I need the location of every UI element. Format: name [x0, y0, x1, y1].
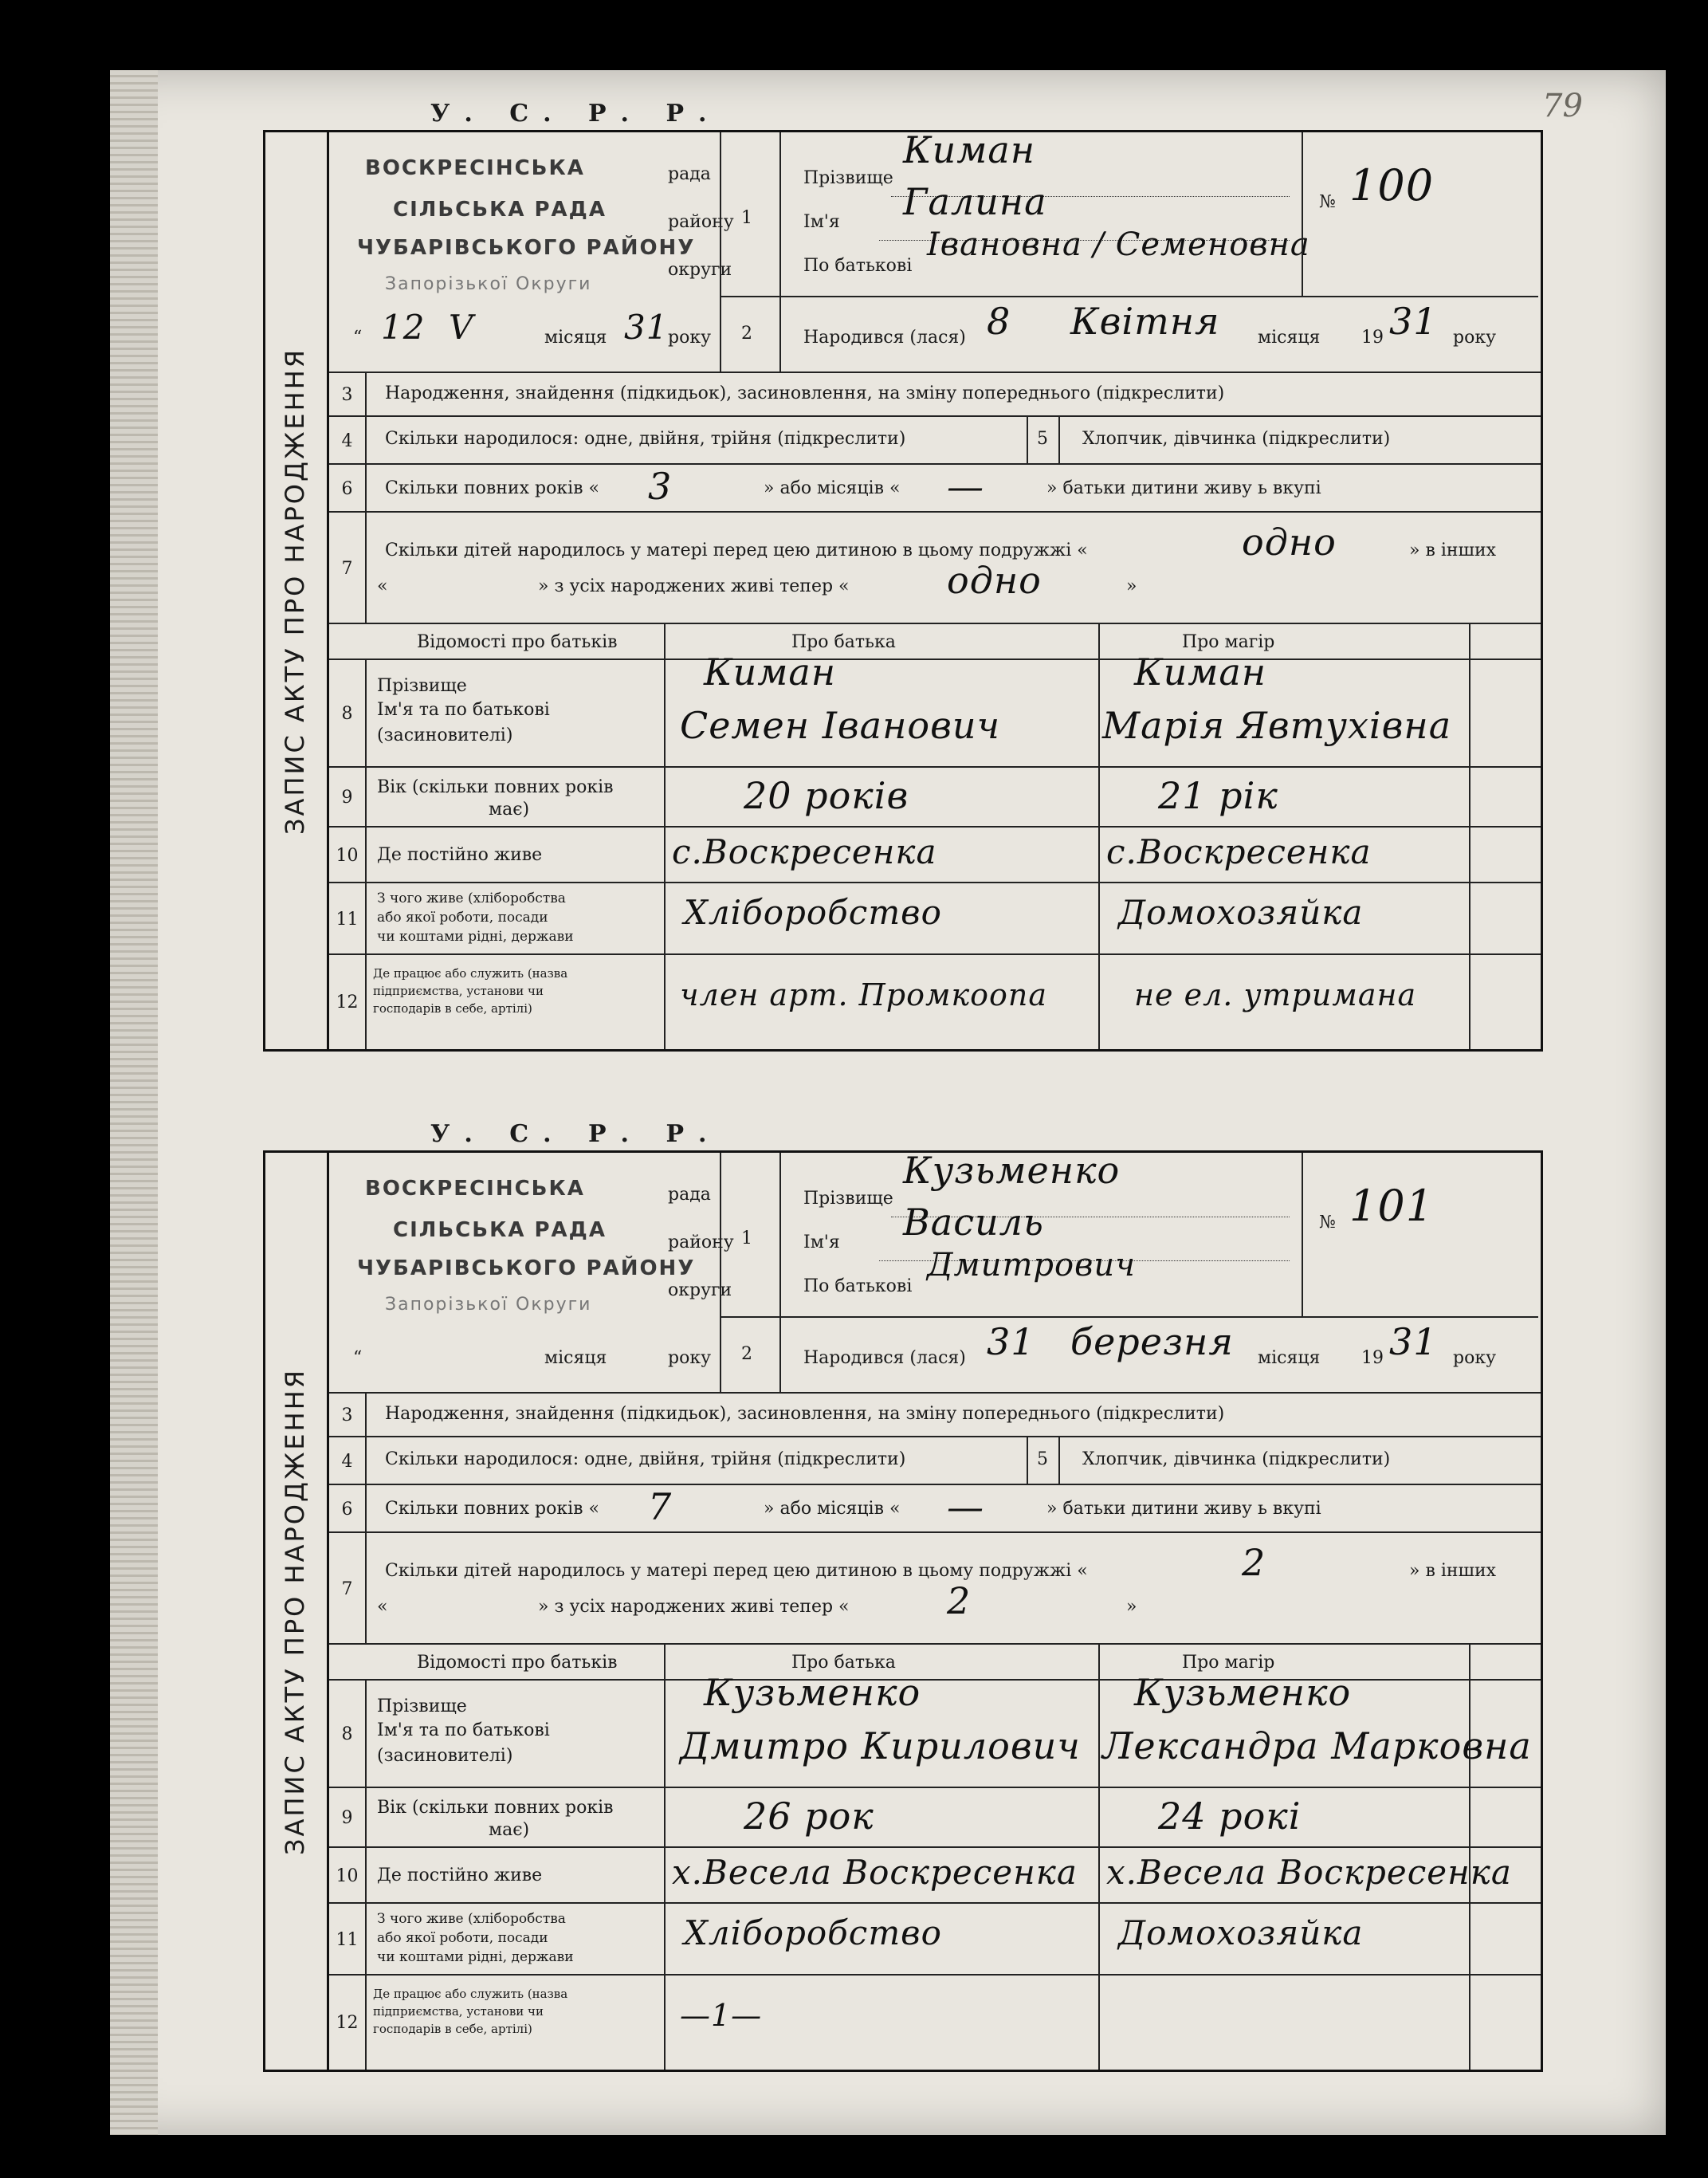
- label-misiatsia: місяця: [544, 1348, 607, 1368]
- row7-line1-end: » в інших: [1409, 1561, 1497, 1581]
- stamp-line-4: Запорізької Округи: [385, 1295, 592, 1315]
- row8-num: 8: [329, 660, 367, 768]
- row7-line2a: «: [377, 1597, 388, 1617]
- mother-residence: с.Воскресенка: [1106, 832, 1372, 871]
- father-occupation: Хліборобство: [684, 1913, 942, 1952]
- birth-month: Квітня: [1070, 300, 1220, 343]
- row-12: [329, 1974, 1541, 2070]
- row7-num: 7: [329, 1533, 367, 1645]
- record-number: 101: [1349, 1181, 1435, 1231]
- row-num: 2: [741, 324, 752, 344]
- mother-residence: х.Весела Воскресенка: [1106, 1853, 1512, 1892]
- parents-header-col0: Відомості про батьків: [417, 632, 618, 652]
- table-rule: [720, 1153, 721, 1392]
- child-name: Галина: [903, 180, 1047, 223]
- table-rule: [1058, 1437, 1060, 1485]
- row-10: [329, 826, 1541, 883]
- row6-num: 6: [329, 465, 367, 513]
- row-9: [329, 766, 1541, 828]
- row7-line2b: » з усіх народжених живі тепер «: [538, 576, 850, 596]
- born-label: Народився (лася): [803, 328, 966, 348]
- row6-text-b: » або місяців «: [764, 1499, 901, 1519]
- children-alive: одно: [947, 559, 1042, 602]
- row-8: [329, 651, 1541, 768]
- row-9: [329, 1787, 1541, 1848]
- row11-label2: або якої роботи, посади: [377, 910, 548, 926]
- row6-text-a: Скільки повних років «: [385, 478, 599, 498]
- row6-text-c: » батьки дитини живу ь вкупі: [1046, 478, 1321, 498]
- name-label: Ім'я: [803, 1232, 840, 1252]
- row4-num: 4: [329, 417, 367, 465]
- row8-label1: Прізвище: [377, 676, 467, 696]
- row7-line1-end: » в інших: [1409, 541, 1497, 560]
- row9-label2: має): [489, 800, 530, 820]
- father-surname: Киман: [704, 651, 837, 694]
- row3-num: 3: [329, 373, 367, 417]
- label-roku: року: [668, 1348, 712, 1368]
- birth-year: 31: [1389, 1320, 1438, 1363]
- father-workplace: член арт. Промкоопа: [680, 977, 1048, 1012]
- mother-surname: Кузьменко: [1134, 1671, 1352, 1714]
- row8-num: 8: [329, 1681, 367, 1788]
- row4-text: Скільки народилося: одне, двійня, трійня (підкреслити): [385, 1449, 906, 1469]
- patronymic-label: По батькові: [803, 256, 913, 276]
- label-raion: району: [668, 212, 734, 232]
- row-7: [329, 1531, 1541, 1645]
- row4-text5: Хлопчик, дівчинка (підкреслити): [1082, 429, 1391, 449]
- mother-occupation: Домохозяйка: [1118, 1913, 1364, 1952]
- name-label: Ім'я: [803, 212, 840, 232]
- table-rule: [720, 1316, 1538, 1318]
- father-age: 26 рок: [744, 1795, 874, 1838]
- row12-label1: Де працює або служить (назва: [373, 966, 568, 981]
- table-rule: [779, 132, 781, 372]
- row-8: [329, 1671, 1541, 1788]
- row7-line2a: «: [377, 576, 388, 596]
- row8-label1: Прізвище: [377, 1696, 467, 1716]
- surname-label: Прізвище: [803, 1189, 893, 1209]
- row12-num: 12: [329, 955, 367, 1049]
- parents-header-col1: Про батька: [791, 632, 896, 652]
- row-11: [329, 1902, 1541, 1976]
- child-surname: Кузьменко: [903, 1149, 1121, 1192]
- row11-num: 11: [329, 883, 367, 955]
- child-surname: Киман: [903, 128, 1036, 171]
- row11-label3: чи коштами рідні, держави: [377, 929, 574, 945]
- row6-text-a: Скільки повних років «: [385, 1499, 599, 1519]
- birth-day: 31: [987, 1320, 1035, 1363]
- row12-label3: господарів в себе, артілі): [373, 2022, 532, 2036]
- row6-num: 6: [329, 1485, 367, 1533]
- row11-label1: З чого живе (хліборобства: [377, 1911, 566, 1927]
- row12-label1: Де працює або служить (назва: [373, 1987, 568, 2001]
- row3-num: 3: [329, 1394, 367, 1437]
- side-title: [263, 132, 329, 1049]
- quote-mark: “: [353, 328, 363, 348]
- page-binding: [110, 70, 158, 2135]
- label-rada: рада: [668, 164, 711, 184]
- months-together: —: [947, 465, 984, 508]
- label-roku: року: [668, 328, 712, 348]
- row-num: 1: [741, 1229, 752, 1248]
- children-alive: 2: [947, 1579, 972, 1622]
- years-together: 3: [648, 465, 673, 508]
- row11-label1: З чого живе (хліборобства: [377, 890, 566, 906]
- side-title: ЗАПИС АКТУ ПРО НАРОДЖЕННЯ: [280, 347, 310, 835]
- mother-workplace: не ел. утримана: [1134, 977, 1417, 1012]
- label-okrugy: округи: [668, 260, 732, 280]
- side-title: ЗАПИС АКТУ ПРО НАРОДЖЕННЯ: [280, 1367, 310, 1855]
- child-name: Василь: [903, 1201, 1044, 1244]
- table-rule: [1302, 1153, 1303, 1316]
- table-rule: [720, 296, 1538, 297]
- ussr-heading: У. С. Р. Р.: [430, 100, 721, 128]
- stamp-line-3: ЧУБАРІВСЬКОГО РАЙОНУ: [357, 236, 696, 260]
- row11-label3: чи коштами рідні, держави: [377, 1949, 574, 1965]
- table-rule: [779, 1153, 781, 1392]
- table-rule: [1058, 417, 1060, 465]
- row-num: 1: [741, 208, 752, 228]
- mother-name: Лександра Марковна: [1102, 1724, 1532, 1767]
- birth-month: березня: [1070, 1320, 1234, 1363]
- patronymic-label: По батькові: [803, 1276, 913, 1296]
- table-rule: [720, 132, 721, 372]
- record-frame: [263, 1150, 1543, 2072]
- stamp-line-2: СІЛЬСЬКА РАДА: [393, 198, 607, 222]
- row7-line1: Скільки дітей народилось у матері перед цею дитиною в цьому подружжі «: [385, 1561, 1088, 1581]
- row8-label3: (засиновителі): [377, 725, 513, 745]
- children-in-marriage: 2: [1242, 1541, 1266, 1584]
- row8-label2: Ім'я та по батькові: [377, 1720, 550, 1740]
- parents-header-col0: Відомості про батьків: [417, 1653, 618, 1673]
- row12-label3: господарів в себе, артілі): [373, 1001, 532, 1016]
- row7-line1: Скільки дітей народилось у матері перед цею дитиною в цьому подружжі «: [385, 541, 1088, 560]
- year-prefix: 19: [1361, 1348, 1384, 1368]
- parents-header: [329, 623, 1541, 660]
- table-rule: [1027, 1437, 1028, 1485]
- child-patronymic: Івановна / Семеновна: [927, 226, 1310, 263]
- stamp-line-3: ЧУБАРІВСЬКОГО РАЙОНУ: [357, 1256, 696, 1280]
- record-frame: [263, 130, 1543, 1052]
- mother-surname: Киман: [1134, 651, 1267, 694]
- birth-record-101: [263, 1120, 1538, 2077]
- row-4: [329, 1436, 1541, 1485]
- stamp-line-2: СІЛЬСЬКА РАДА: [393, 1218, 607, 1242]
- father-age: 20 років: [744, 774, 909, 817]
- row3-text: Народження, знайдення (підкидьок), засиновлення, на зміну попереднього (підкреслити): [385, 383, 1225, 403]
- row4-text5: Хлопчик, дівчинка (підкреслити): [1082, 1449, 1391, 1469]
- reg-year: 31: [624, 308, 669, 347]
- children-in-marriage: одно: [1242, 521, 1337, 564]
- table-rule: [1027, 417, 1028, 465]
- year-label: року: [1453, 1348, 1497, 1368]
- row-3: [329, 1392, 1541, 1437]
- quote-mark: “: [353, 1348, 363, 1368]
- row11-label2: або якої роботи, посади: [377, 1930, 548, 1946]
- mother-age: 24 рокі: [1158, 1795, 1302, 1838]
- row-7: [329, 511, 1541, 624]
- row-num: 2: [741, 1344, 752, 1364]
- born-label: Народився (лася): [803, 1348, 966, 1368]
- row-4: [329, 415, 1541, 465]
- record-number: 100: [1349, 160, 1435, 210]
- row12-num: 12: [329, 1976, 367, 2070]
- row4-num5: 5: [1037, 1449, 1048, 1469]
- mother-age: 21 рік: [1158, 774, 1278, 817]
- row10-num: 10: [329, 828, 367, 883]
- row4-num5: 5: [1037, 429, 1048, 449]
- row11-num: 11: [329, 1904, 367, 1976]
- row12-label2: підприємства, установи чи: [373, 984, 544, 998]
- stamp-line-1: ВОСКРЕСІНСЬКА: [365, 1177, 585, 1201]
- row4-num: 4: [329, 1437, 367, 1485]
- year-label: року: [1453, 328, 1497, 348]
- years-together: 7: [648, 1485, 673, 1528]
- side-title: [263, 1153, 329, 2070]
- row7-line2-end: »: [1126, 576, 1137, 596]
- row-3: [329, 372, 1541, 417]
- father-name: Семен Іванович: [680, 704, 1001, 747]
- label-okrugy: округи: [668, 1280, 732, 1300]
- month-label: місяця: [1258, 328, 1321, 348]
- reg-day: 12: [381, 308, 426, 347]
- father-workplace: —1—: [680, 1998, 763, 2033]
- stamp-line-1: ВОСКРЕСІНСЬКА: [365, 156, 585, 180]
- row3-text: Народження, знайдення (підкидьок), засиновлення, на зміну попереднього (підкреслити): [385, 1404, 1225, 1424]
- row-12: [329, 953, 1541, 1049]
- mother-occupation: Домохозяйка: [1118, 893, 1364, 932]
- father-residence: х.Весела Воскресенка: [672, 1853, 1078, 1892]
- label-rada: рада: [668, 1185, 711, 1205]
- year-prefix: 19: [1361, 328, 1384, 348]
- father-name: Дмитро Кирилович: [680, 1724, 1081, 1767]
- record-number-label: №: [1319, 1213, 1336, 1232]
- row-6: [329, 463, 1541, 513]
- row9-label1: Вік (скільки повних років: [377, 777, 614, 797]
- birth-year: 31: [1389, 300, 1438, 343]
- parents-header-col1: Про батька: [791, 1653, 896, 1673]
- page-number: 79: [1542, 88, 1583, 124]
- father-surname: Кузьменко: [704, 1671, 921, 1714]
- parents-header-col2: Про магір: [1182, 1653, 1275, 1673]
- months-together: —: [947, 1485, 984, 1528]
- child-patronymic: Дмитрович: [927, 1247, 1136, 1284]
- mother-name: Марія Явтухівна: [1102, 704, 1452, 747]
- row8-label2: Ім'я та по батькові: [377, 700, 550, 720]
- row6-text-c: » батьки дитини живу ь вкупі: [1046, 1499, 1321, 1519]
- row10-label: Де постійно живе: [377, 845, 543, 865]
- table-rule: [1302, 132, 1303, 296]
- row9-num: 9: [329, 1788, 367, 1848]
- reg-month: V: [449, 308, 474, 347]
- row4-text: Скільки народилося: одне, двійня, трійня (підкреслити): [385, 429, 906, 449]
- ussr-heading: У. С. Р. Р.: [430, 1120, 721, 1148]
- row-10: [329, 1846, 1541, 1904]
- row12-label2: підприємства, установи чи: [373, 2004, 544, 2019]
- surname-label: Прізвище: [803, 168, 893, 188]
- father-occupation: Хліборобство: [684, 893, 942, 932]
- row9-label2: має): [489, 1820, 530, 1840]
- row7-line2b: » з усіх народжених живі тепер «: [538, 1597, 850, 1617]
- row9-label1: Вік (скільки повних років: [377, 1798, 614, 1818]
- row7-num: 7: [329, 513, 367, 624]
- stamp-line-4: Запорізької Округи: [385, 274, 592, 294]
- row10-num: 10: [329, 1848, 367, 1904]
- month-label: місяця: [1258, 1348, 1321, 1368]
- record-number-label: №: [1319, 192, 1336, 212]
- row10-label: Де постійно живе: [377, 1865, 543, 1885]
- row6-text-b: » або місяців «: [764, 478, 901, 498]
- birth-day: 8: [987, 300, 1011, 343]
- label-misiatsia: місяця: [544, 328, 607, 348]
- parents-header: [329, 1643, 1541, 1681]
- row8-label3: (засиновителі): [377, 1746, 513, 1766]
- birth-record-100: [263, 100, 1538, 1056]
- row-6: [329, 1484, 1541, 1533]
- row-11: [329, 882, 1541, 955]
- parents-header-col2: Про магір: [1182, 632, 1275, 652]
- row7-line2-end: »: [1126, 1597, 1137, 1617]
- row9-num: 9: [329, 768, 367, 828]
- father-residence: с.Воскресенка: [672, 832, 937, 871]
- label-raion: району: [668, 1232, 734, 1252]
